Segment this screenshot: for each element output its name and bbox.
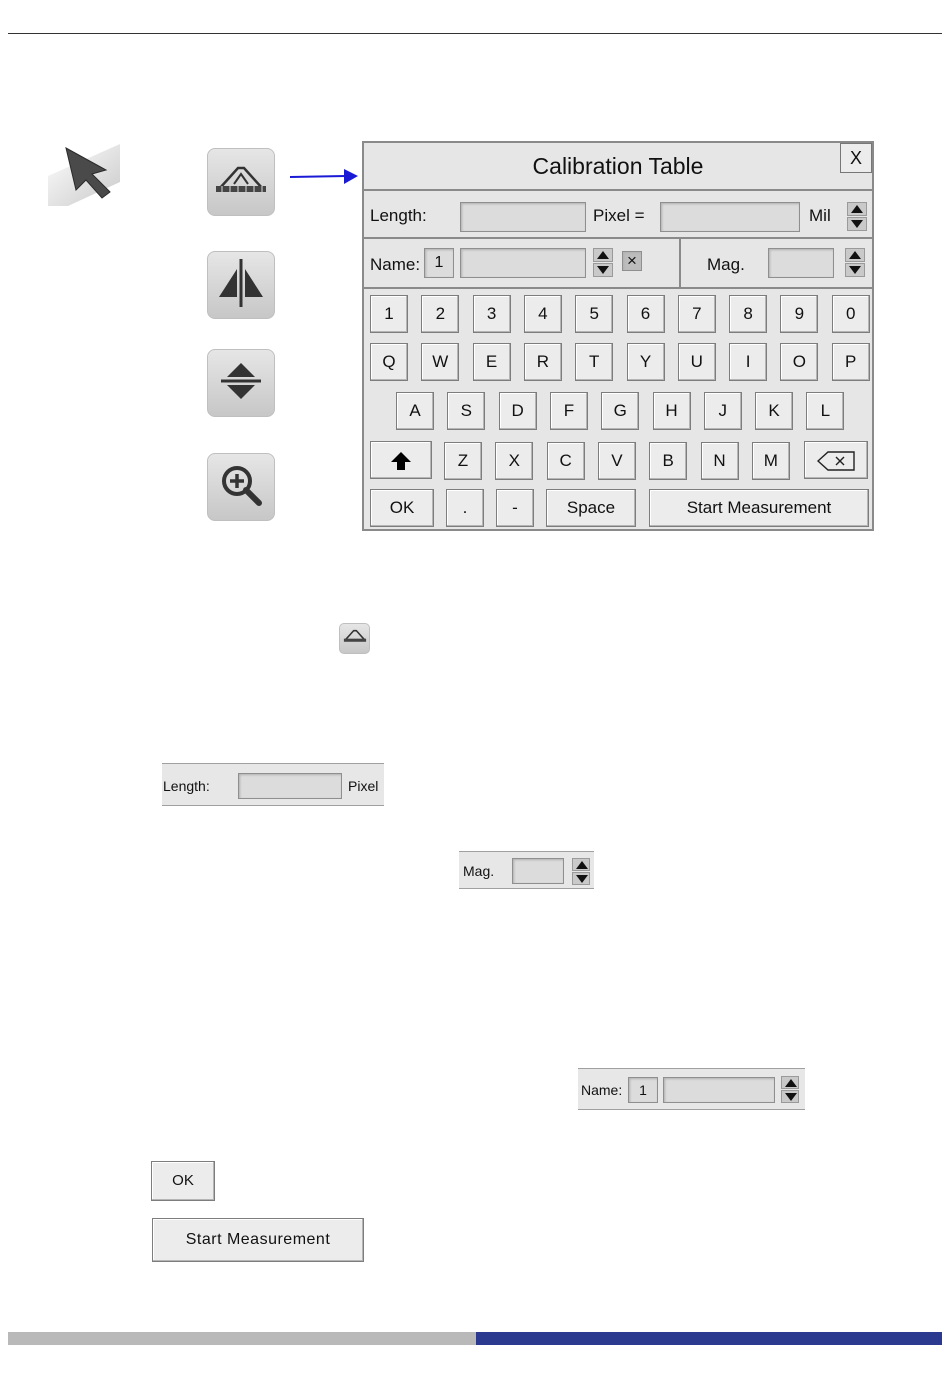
key[interactable]: I <box>729 343 767 381</box>
key[interactable]: X <box>495 442 533 480</box>
calibration-ruler-small-icon <box>342 628 368 649</box>
excerpt-mag-up-button[interactable] <box>572 858 590 871</box>
length-label: Length: <box>370 206 427 225</box>
space-key[interactable]: Space <box>546 489 636 527</box>
zoom-in-button[interactable] <box>207 453 275 521</box>
clear-name-button[interactable]: × <box>622 251 642 271</box>
shift-arrow-icon <box>390 450 412 469</box>
calibration-small-button[interactable] <box>339 623 370 654</box>
unit-down-button[interactable] <box>847 217 867 231</box>
name-label: Name: <box>370 255 421 274</box>
mag-label: Mag. <box>707 255 745 274</box>
ok-key[interactable]: OK <box>370 489 434 527</box>
start-measurement-key[interactable]: Start Measurement <box>649 489 869 527</box>
calibration-ruler-icon <box>212 162 270 203</box>
row-divider <box>679 239 681 287</box>
unit-up-button[interactable] <box>847 202 867 216</box>
calibration-dialog <box>362 141 874 531</box>
zoom-in-icon <box>213 457 269 518</box>
cursor-icon <box>44 142 124 208</box>
backspace-key[interactable] <box>804 441 868 479</box>
mag-up-button[interactable] <box>845 248 865 262</box>
flip-horizontal-icon <box>213 255 269 316</box>
close-button[interactable]: X <box>840 143 872 173</box>
key[interactable]: F <box>550 392 588 430</box>
key[interactable]: H <box>653 392 691 430</box>
key[interactable]: Z <box>444 442 482 480</box>
length-input[interactable] <box>460 202 586 232</box>
header-rule <box>8 33 942 34</box>
unit-stepper[interactable] <box>847 202 867 231</box>
excerpt-length-label: Length: <box>163 778 210 794</box>
key[interactable]: E <box>473 343 511 381</box>
key[interactable]: V <box>598 442 636 480</box>
key[interactable]: 3 <box>473 295 511 333</box>
excerpt-mag-input[interactable] <box>512 858 564 884</box>
excerpt-name-input[interactable] <box>663 1077 775 1103</box>
excerpt-mag-down-button[interactable] <box>572 872 590 885</box>
pointer-arrow <box>290 168 360 186</box>
key[interactable]: D <box>499 392 537 430</box>
key[interactable]: 9 <box>780 295 818 333</box>
key[interactable]: 1 <box>370 295 408 333</box>
key[interactable]: G <box>601 392 639 430</box>
key[interactable]: M <box>752 442 790 480</box>
key[interactable]: T <box>575 343 613 381</box>
excerpt-length-input[interactable] <box>238 773 342 799</box>
length-excerpt <box>162 763 384 806</box>
key[interactable]: R <box>524 343 562 381</box>
pixel-label: Pixel = <box>593 206 645 225</box>
name-stepper[interactable] <box>593 248 613 277</box>
flip-vertical-button[interactable] <box>207 349 275 417</box>
key[interactable]: L <box>806 392 844 430</box>
key[interactable]: 2 <box>421 295 459 333</box>
excerpt-ok-button[interactable]: OK <box>151 1161 215 1201</box>
key[interactable]: Q <box>370 343 408 381</box>
calibration-button[interactable] <box>207 148 275 216</box>
length-row <box>364 191 872 239</box>
key[interactable]: B <box>649 442 687 480</box>
key[interactable]: 0 <box>832 295 870 333</box>
key[interactable]: A <box>396 392 434 430</box>
key[interactable]: N <box>701 442 739 480</box>
mag-excerpt <box>459 851 594 889</box>
key[interactable]: 7 <box>678 295 716 333</box>
dialog-title: Calibration Table <box>364 143 872 191</box>
name-down-button[interactable] <box>593 263 613 277</box>
name-excerpt <box>578 1068 805 1110</box>
excerpt-mag-label: Mag. <box>463 863 495 879</box>
name-index-field[interactable]: 1 <box>424 248 454 278</box>
excerpt-name-stepper[interactable] <box>781 1076 799 1103</box>
excerpt-pixel-label: Pixel <box>348 778 379 794</box>
flip-horizontal-button[interactable] <box>207 251 275 319</box>
key[interactable]: U <box>678 343 716 381</box>
pixel-input[interactable] <box>660 202 800 232</box>
key[interactable]: O <box>780 343 818 381</box>
key[interactable]: S <box>447 392 485 430</box>
key[interactable]: Y <box>627 343 665 381</box>
shift-key[interactable] <box>370 441 432 479</box>
excerpt-start-measurement-button[interactable]: Start Measurement <box>152 1218 364 1262</box>
key[interactable]: 6 <box>627 295 665 333</box>
excerpt-name-index[interactable]: 1 <box>628 1077 658 1103</box>
footer-bar-blue <box>476 1332 942 1345</box>
key[interactable]: 4 <box>524 295 562 333</box>
name-row <box>364 239 872 289</box>
key[interactable]: K <box>755 392 793 430</box>
name-input[interactable] <box>460 248 586 278</box>
excerpt-mag-stepper[interactable] <box>572 858 590 885</box>
excerpt-name-down-button[interactable] <box>781 1090 799 1103</box>
dash-key[interactable]: - <box>496 489 534 527</box>
key[interactable]: C <box>547 442 585 480</box>
name-up-button[interactable] <box>593 248 613 262</box>
backspace-icon <box>816 450 856 469</box>
key[interactable]: 5 <box>575 295 613 333</box>
dot-key[interactable]: . <box>446 489 484 527</box>
key[interactable]: J <box>704 392 742 430</box>
key[interactable]: P <box>832 343 870 381</box>
footer-bar-gray <box>8 1332 476 1345</box>
mag-input[interactable] <box>768 248 834 278</box>
excerpt-name-label: Name: <box>581 1082 623 1098</box>
mag-stepper[interactable] <box>845 248 865 277</box>
flip-vertical-icon <box>213 353 269 414</box>
mag-down-button[interactable] <box>845 263 865 277</box>
key[interactable]: W <box>421 343 459 381</box>
excerpt-name-up-button[interactable] <box>781 1076 799 1089</box>
unit-label: Mil <box>809 206 831 225</box>
key[interactable]: 8 <box>729 295 767 333</box>
